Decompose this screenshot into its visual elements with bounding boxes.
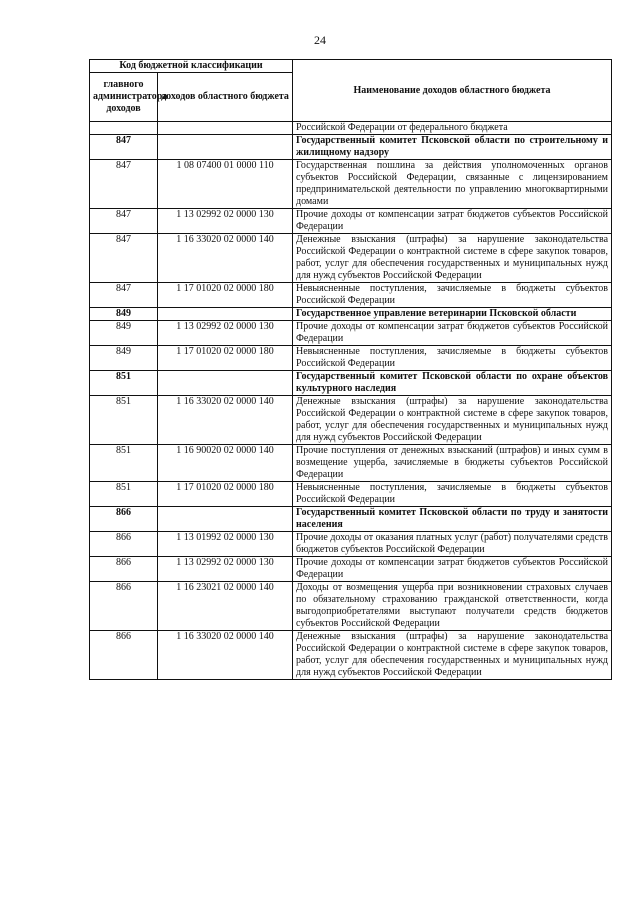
table-row (90, 308, 612, 321)
revenue-code-column-header: доходов областного бюджета (158, 73, 293, 122)
table-row (90, 532, 612, 557)
admin-code-cell: 849 (90, 346, 158, 371)
revenue-code-cell: 1 17 01020 02 0000 180 (158, 482, 293, 507)
revenue-name-cell: Прочие доходы от компенсации затрат бюджетов субъектов Российской Федерации (293, 557, 612, 582)
revenue-code-cell: 1 16 23021 02 0000 140 (158, 582, 293, 631)
revenue-name-cell: Прочие доходы от оказания платных услуг (работ) получателями средств бюджетов субъектов Российской Федерации (293, 532, 612, 557)
revenue-code-cell: 1 16 33020 02 0000 140 (158, 396, 293, 445)
table-body (90, 122, 612, 680)
table-row (90, 396, 612, 445)
name-column-header: Наименование доходов областного бюджета (293, 60, 612, 122)
revenue-name-cell: Государственный комитет Псковской области по строительному и жилищному надзору (293, 135, 612, 160)
table-row (90, 507, 612, 532)
revenue-code-cell (158, 507, 293, 532)
revenue-name-cell: Государственное управление ветеринарии Псковской области (293, 308, 612, 321)
table-row (90, 122, 612, 135)
revenue-name-cell: Прочие поступления от денежных взысканий (штрафов) и иных сумм в возмещение ущерба, зачисляемые в бюджеты субъектов Российской Федерации (293, 445, 612, 482)
table-row (90, 582, 612, 631)
admin-code-cell: 847 (90, 160, 158, 209)
admin-code-cell: 866 (90, 557, 158, 582)
revenue-name-cell: Государственный комитет Псковской области по труду и занятости населения (293, 507, 612, 532)
table-row (90, 557, 612, 582)
revenue-name-cell: Государственная пошлина за действия уполномоченных органов субъектов Российской Федерации, связанные с лицензированием предпринимательской деятельности по управлению многоквартирными домами (293, 160, 612, 209)
table-row (90, 234, 612, 283)
revenue-code-cell: 1 16 33020 02 0000 140 (158, 631, 293, 680)
admin-code-cell (90, 122, 158, 135)
revenue-name-cell: Денежные взыскания (штрафы) за нарушение законодательства Российской Федерации о контрактной системе в сфере закупок товаров, работ, услуг для обеспечения государственных и муниципальных нужд для нужд субъектов Российской Федерации (293, 396, 612, 445)
revenue-code-cell: 1 16 90020 02 0000 140 (158, 445, 293, 482)
admin-code-cell: 847 (90, 283, 158, 308)
admin-code-cell: 847 (90, 135, 158, 160)
admin-code-cell: 851 (90, 445, 158, 482)
admin-code-cell: 849 (90, 308, 158, 321)
revenue-name-cell: Невыясненные поступления, зачисляемые в бюджеты субъектов Российской Федерации (293, 346, 612, 371)
revenue-code-cell: 1 17 01020 02 0000 180 (158, 283, 293, 308)
table-row (90, 209, 612, 234)
revenue-name-cell: Денежные взыскания (штрафы) за нарушение законодательства Российской Федерации о контрактной системе в сфере закупок товаров, работ, услуг для обеспечения государственных и муниципальных нужд для нужд субъектов Российской Федерации (293, 234, 612, 283)
revenue-name-cell: Российской Федерации от федерального бюджета (293, 122, 612, 135)
revenue-code-cell: 1 16 33020 02 0000 140 (158, 234, 293, 283)
revenue-name-cell: Доходы от возмещения ущерба при возникновении страховых случаев по обязательному страхованию гражданской ответственности, когда выгодоприобретателями выступают получатели средств бюджетов субъектов Российской Федерации (293, 582, 612, 631)
revenue-code-cell: 1 13 01992 02 0000 130 (158, 532, 293, 557)
revenue-name-cell: Денежные взыскания (штрафы) за нарушение законодательства Российской Федерации о контрактной системе в сфере закупок товаров, работ, услуг для обеспечения государственных и муниципальных нужд для нужд субъектов Российской Федерации (293, 631, 612, 680)
admin-code-cell: 866 (90, 582, 158, 631)
table-row (90, 321, 612, 346)
revenue-code-cell: 1 13 02992 02 0000 130 (158, 321, 293, 346)
budget-classification-table (89, 59, 612, 680)
revenue-code-cell (158, 135, 293, 160)
revenue-name-cell: Невыясненные поступления, зачисляемые в бюджеты субъектов Российской Федерации (293, 482, 612, 507)
admin-code-cell: 851 (90, 482, 158, 507)
revenue-name-cell: Прочие доходы от компенсации затрат бюджетов субъектов Российской Федерации (293, 209, 612, 234)
table-row (90, 631, 612, 680)
admin-column-header: главного администратора доходов (90, 73, 158, 122)
admin-code-cell: 866 (90, 532, 158, 557)
page-number: 24 (314, 33, 326, 47)
revenue-code-cell: 1 13 02992 02 0000 130 (158, 209, 293, 234)
admin-code-cell: 847 (90, 209, 158, 234)
admin-code-cell: 866 (90, 631, 158, 680)
table-row (90, 160, 612, 209)
table-row (90, 371, 612, 396)
table-row (90, 283, 612, 308)
table-row (90, 482, 612, 507)
admin-code-cell: 847 (90, 234, 158, 283)
admin-code-cell: 851 (90, 371, 158, 396)
table-row (90, 135, 612, 160)
admin-code-cell: 866 (90, 507, 158, 532)
revenue-code-cell (158, 308, 293, 321)
admin-code-cell: 851 (90, 396, 158, 445)
classification-group-header: Код бюджетной классификации (90, 60, 293, 73)
admin-code-cell: 849 (90, 321, 158, 346)
revenue-name-cell: Государственный комитет Псковской области по охране объектов культурного наследия (293, 371, 612, 396)
revenue-name-cell: Невыясненные поступления, зачисляемые в бюджеты субъектов Российской Федерации (293, 283, 612, 308)
revenue-code-cell: 1 17 01020 02 0000 180 (158, 346, 293, 371)
revenue-code-cell (158, 122, 293, 135)
table-row (90, 346, 612, 371)
revenue-name-cell: Прочие доходы от компенсации затрат бюджетов субъектов Российской Федерации (293, 321, 612, 346)
revenue-code-cell: 1 13 02992 02 0000 130 (158, 557, 293, 582)
revenue-code-cell (158, 371, 293, 396)
revenue-code-cell: 1 08 07400 01 0000 110 (158, 160, 293, 209)
table-row (90, 445, 612, 482)
